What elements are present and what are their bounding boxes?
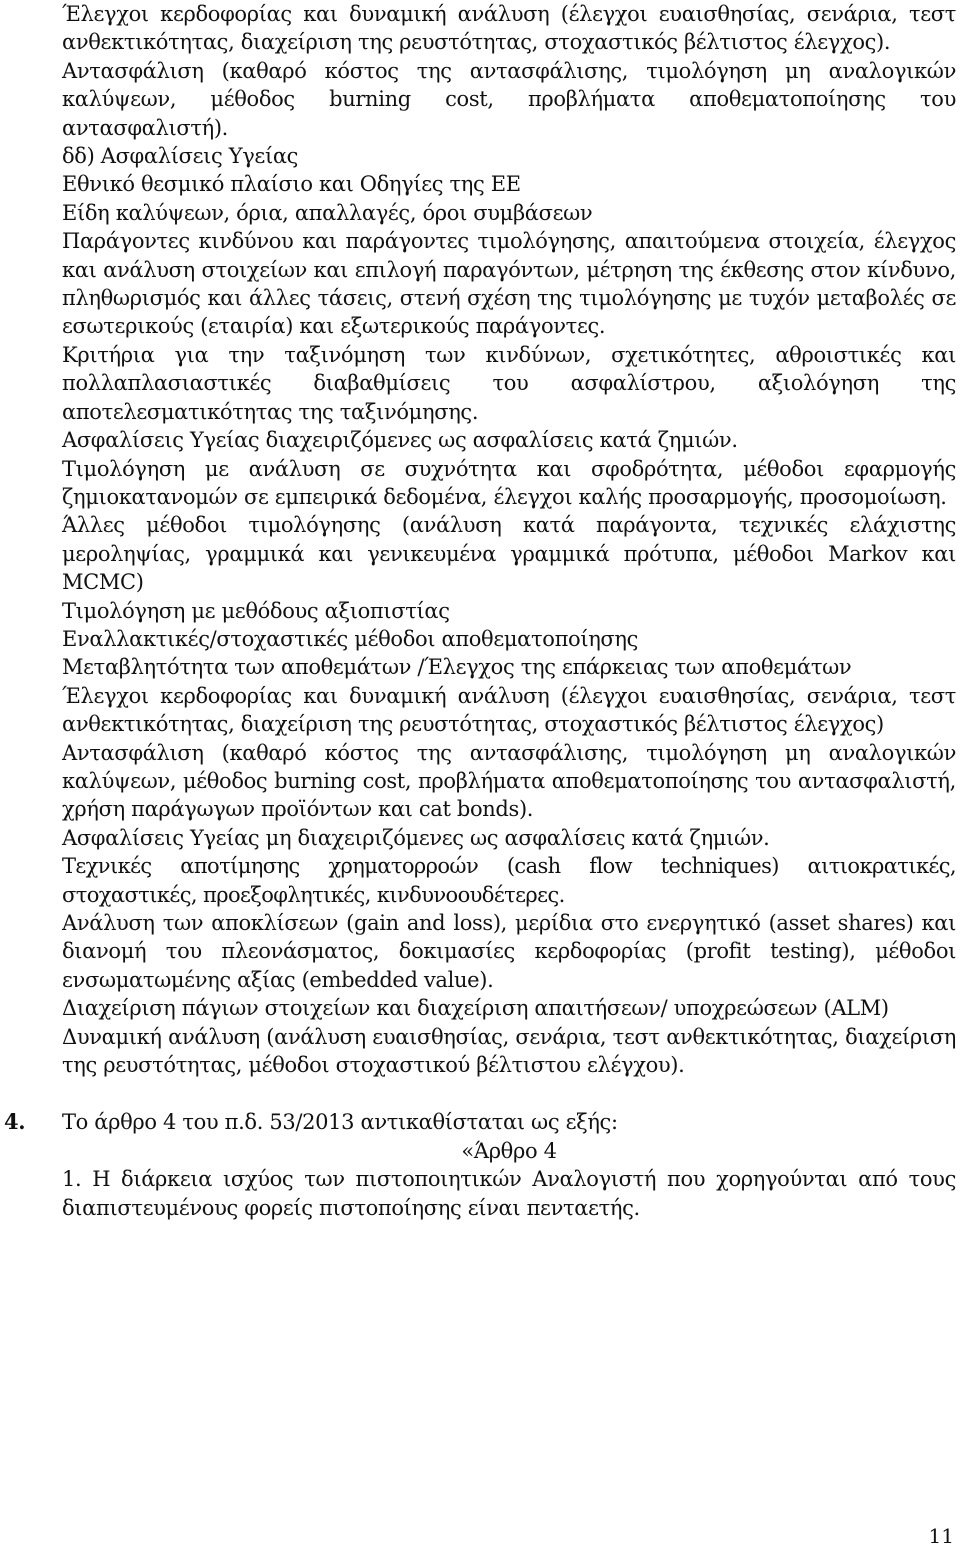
paragraph-reinsurance-2: Αντασφάλιση (καθαρό κόστος της αντασφάλισης, τιμολόγηση μη αναλογικών καλύψεων, μέθοδος burning cost, προβλήματα αποθεματοποίησης του αντασφαλιστή, χρήση παράγωγων προϊόντων και cat bonds). — [62, 740, 956, 822]
paragraph-national-framework: Εθνικό θεσμικό πλαίσιο και Οδηγίες της ΕΕ — [62, 172, 521, 197]
page-number: 11 — [928, 1524, 954, 1548]
paragraph-cash-flow-techniques: Τεχνικές αποτίμησης χρηματορροών (cash flow techniques) αιτιοκρατικές, στοχαστικές, προεξοφλητικές, κινδυνοουδέτερες. — [62, 854, 956, 907]
paragraph-risk-factors: Παράγοντες κινδύνου και παράγοντες τιμολόγησης, απαιτούμενα στοιχεία, έλεγχος και ανάλυση στοιχείων και επιλογή παραγόντων, μέτρηση της έκθεσης στον κίνδυνο, πληθωρισμός και άλλες τάσεις, στενή σχέση της τιμολόγησης με τυχόν μεταβολές σε εσωτερικούς (εταιρία) και εξωτερικούς παράγοντες. — [62, 229, 956, 339]
paragraph-classification-criteria: Κριτήρια για την ταξινόμηση των κινδύνων, σχετικότητες, αθροιστικές και πολλαπλασιαστικές διαβαθμίσεις του ασφαλίστρου, αξιολόγηση της αποτελεσματικότητας της ταξινόμησης. — [62, 342, 956, 424]
paragraph-alm: Διαχείριση πάγιων στοιχείων και διαχείριση απαιτήσεων/ υποχρεώσεων (ALM) — [62, 996, 889, 1021]
paragraph-profitability-checks: Έλεγχοι κερδοφορίας και δυναμική ανάλυση (έλεγχοι ευαισθησίας, σενάρια, τεστ ανθεκτικότητας, διαχείριση της ρευστότητας, στοχαστικός βέλτιστος έλεγχος). — [62, 2, 956, 55]
article-clause-1: 1. Η διάρκεια ισχύος των πιστοποιητικών Αναλογιστή που χορηγούνται από τους διαπιστευμένους φορείς πιστοποίησης είναι πενταετής. — [62, 1167, 956, 1220]
paragraph-reinsurance: Αντασφάλιση (καθαρό κόστος της αντασφάλισης, τιμολόγηση μη αναλογικών καλύψεων, μέθοδος burning cost, προβλήματα αποθεματοποίησης του αντασφαλιστή). — [62, 58, 956, 140]
paragraph-other-pricing-methods: Άλλες μέθοδοι τιμολόγησης (ανάλυση κατά παράγοντα, τεχνικές ελάχιστης μεροληψίας, γραμμικά και γενικευμένα γραμμικά πρότυπα, μέθοδοι Markov και MCMC) — [62, 513, 956, 595]
spacer — [62, 1079, 956, 1108]
paragraph-dynamic-analysis: Δυναμική ανάλυση (ανάλυση ευαισθησίας, σενάρια, τεστ ανθεκτικότητας, διαχείριση της ρευστότητας, μέθοδοι στοχαστικού βέλτιστου ελέγχου). — [62, 1024, 956, 1078]
item-4-text: Το άρθρο 4 του π.δ. 53/2013 αντικαθίσταται ως εξής: — [62, 1110, 618, 1135]
item-4 — [4, 1108, 956, 1136]
paragraph-credibility-pricing: Τιμολόγηση με μεθόδους αξιοπιστίας — [62, 598, 450, 623]
document-body — [4, 0, 956, 1222]
paragraph-coverage-types: Είδη καλύψεων, όρια, απαλλαγές, όροι συμβάσεων — [62, 200, 593, 225]
item-number: 4. — [4, 1109, 26, 1135]
paragraph-gain-loss-analysis: Ανάλυση των αποκλίσεων (gain and loss), μερίδια στο ενεργητικό (asset shares) και διανομή του πλεονάσματος, δοκιμασίες κερδοφορίας (profit testing), μέθοδοι ενσωματωμένης αξίας (embedded value). — [62, 911, 956, 992]
article-heading: «Άρθρο 4 — [461, 1138, 557, 1163]
section-heading-health-insurance: δδ) Ασφαλίσεις Υγείας — [62, 144, 299, 169]
paragraph-stochastic-reserving: Εναλλακτικές/στοχαστικές μέθοδοι αποθεματοποίησης — [62, 626, 639, 651]
paragraph-reserve-variability: Μεταβλητότητα των αποθεμάτων /Έλεγχος της επάρκειας των αποθεμάτων — [62, 655, 852, 680]
paragraph-profitability-checks-2: Έλεγχοι κερδοφορίας και δυναμική ανάλυση (έλεγχοι ευαισθησίας, σενάρια, τεστ ανθεκτικότητας, διαχείριση της ρευστότητας, στοχαστικός βέλτιστος έλεγχος) — [62, 683, 956, 737]
paragraph-health-as-non-life: Ασφαλίσεις Υγείας διαχειριζόμενες ως ασφαλίσεις κατά ζημιών. — [62, 428, 738, 453]
paragraph-frequency-severity-pricing: Τιμολόγηση με ανάλυση σε συχνότητα και σφοδρότητα, μέθοδοι εφαρμογής ζημιοκατανομών σε εμπειρικά δεδομένα, έλεγχοι καλής προσαρμογής, προσομοίωση. — [62, 456, 956, 509]
paragraph-health-not-non-life: Ασφαλίσεις Υγείας μη διαχειριζόμενες ως ασφαλίσεις κατά ζημιών. — [62, 825, 770, 850]
